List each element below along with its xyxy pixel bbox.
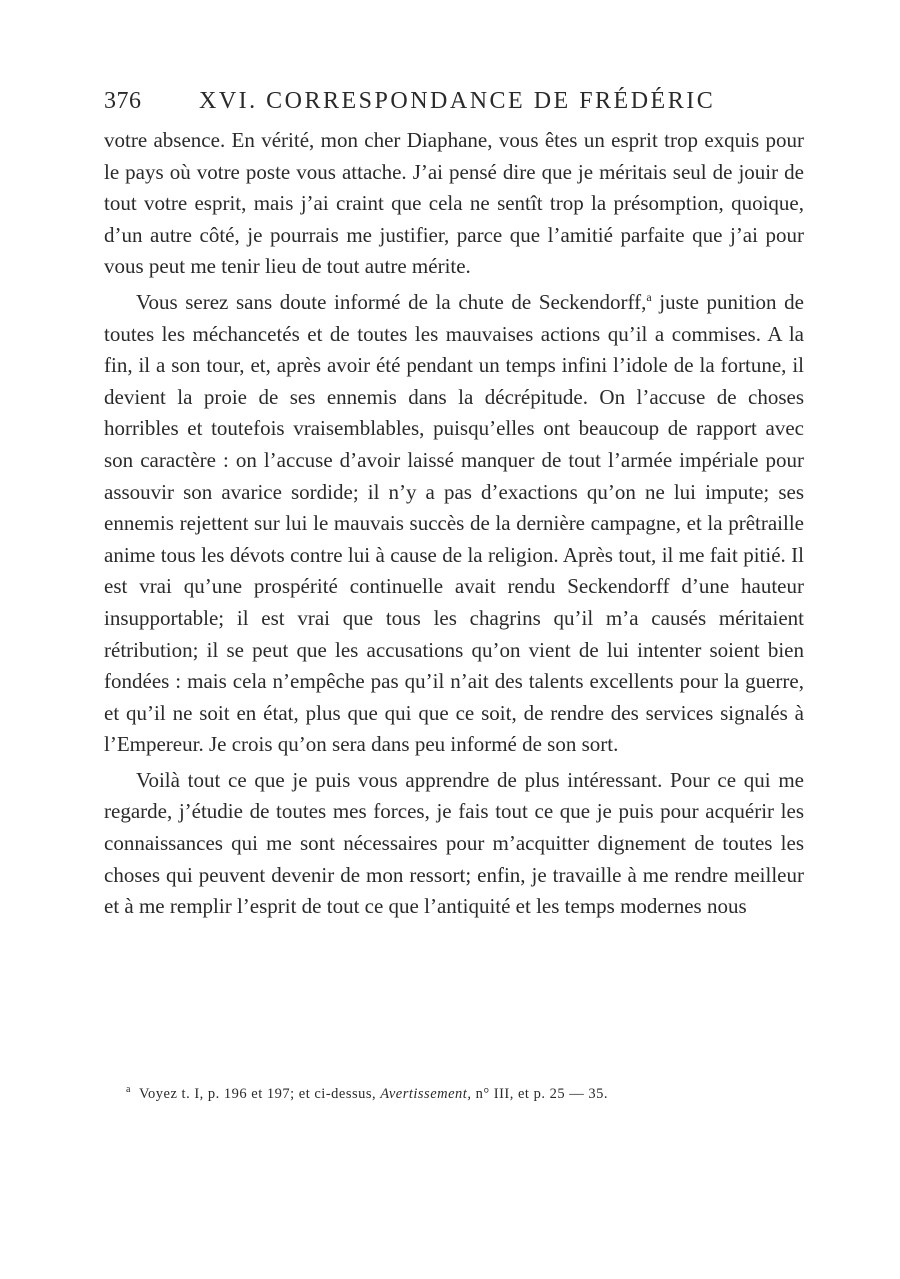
footnote-label: a bbox=[126, 1084, 131, 1095]
footnote-text: n° III, et p. 25 — 35. bbox=[471, 1085, 608, 1102]
page-header bbox=[104, 80, 804, 120]
paragraph-text: Vous serez sans doute informé de la chute de Seckendorff, bbox=[136, 289, 647, 314]
footnote-text: Voyez t. I, p. 196 et 197; et ci-dessus, bbox=[138, 1085, 381, 1102]
footnote-italic-text: Avertissement, bbox=[380, 1085, 472, 1102]
running-title: XVI. CORRESPONDANCE DE FRÉDÉRIC bbox=[199, 88, 716, 114]
page-number: 376 bbox=[104, 88, 142, 114]
footnote-reference: a bbox=[646, 289, 652, 304]
paragraph-text: juste punition de toutes les méchancetés et de toutes les mauvaises actions qu’il a commises. A la fin, il a son tour, et, après avoir été pendant un temps infini l’idole de la fortune, il devient la proie de ses ennemis dans la décrépitude. On l’accuse de choses horribles et toutefois vraisemblables, puisqu’elles ont beaucoup de rapport avec son caractère : on l’accuse d’avoir laissé manquer de tout l’armée impériale pour assouvir son avarice sordide; il n’y a pas d’exactions qu’on ne lui impute; ses ennemis rejettent sur lui le mauvais succès de la dernière campagne, et la prêtraille anime tous les dévots contre lui à cause de la religion. Après tout, il me fait pitié. Il est vrai qu’une prospérité continuelle avait rendu Seckendorff d’une hauteur insupportable; il est vrai que tous les chagrins qu’il m’a causés méritaient rétribution; il se peut que les accusations qu’on vient de lui intenter soient bien fondées : mais cela n’empêche pas qu’il n’ait des talents excellents pour la guerre, et qu’il ne soit en état, plus que qui que ce soit, de rendre des services signalés à l’Empereur. Je crois qu’on sera dans peu informé de son sort. bbox=[104, 289, 804, 757]
footnote bbox=[126, 1084, 806, 1103]
paragraph: Voilà tout ce que je puis vous apprendre de plus intéressant. Pour ce qui me regarde, j’étudie de toutes mes forces, je fais tout ce que je puis pour acquérir les connaissances qui me sont nécessaires pour m’acquitter dignement de toutes les choses qui peuvent devenir de mon ressort; enfin, je travaille à me rendre meilleur et à me remplir l’esprit de tout ce que l’antiquité et les temps modernes nous bbox=[104, 767, 804, 919]
paragraph bbox=[104, 287, 804, 761]
body-text bbox=[104, 125, 804, 927]
paragraph: votre absence. En vérité, mon cher Diaphane, vous êtes un esprit trop exquis pour le pays où votre poste vous attache. J’ai pensé dire que je méritais seul de jouir de tout votre esprit, mais j’ai craint que cela ne sentît trop la présomption, quoique, d’un autre côté, je pourrais me justifier, parce que l’amitié parfaite que j’ai pour vous peut me tenir lieu de tout autre mérite. bbox=[104, 128, 804, 279]
